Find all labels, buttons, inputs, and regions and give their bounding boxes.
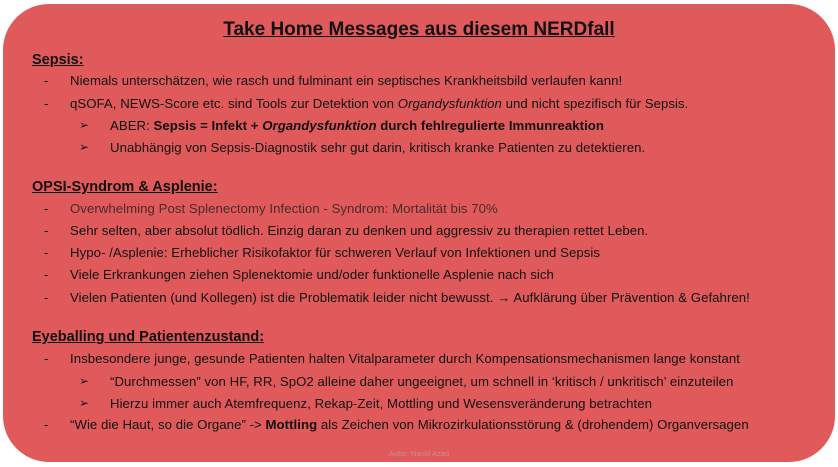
eyeballing-item-1: Insbesondere junge, gesunde Patienten halten Vitalparameter durch Kompensationsmechanismen lange konstant: [70, 351, 740, 366]
arrow-bullet-icon: ➢: [79, 396, 90, 410]
bullet-dash: -: [44, 73, 49, 88]
eyeballing-sub-item-2: Hierzu immer auch Atemfrequenz, Rekap-Zeit, Mottling und Wesensveränderung betrachten: [110, 396, 653, 411]
bullet-dash: -: [44, 290, 49, 305]
bullet-dash: -: [44, 417, 49, 432]
bullet-dash: -: [44, 201, 49, 216]
section-heading-eyeballing: Eyeballing und Patientenzustand:: [32, 329, 265, 345]
arrow-bullet-icon: ➢: [79, 118, 90, 132]
author-credit: Autor: Navid Azad: [388, 449, 450, 458]
sepsis-sub-item-2: Unabhängig von Sepsis-Diagnostik sehr gut darin, kritisch kranke Patienten zu detektieren.: [110, 140, 646, 155]
sepsis-item-1: Niemals unterschätzen, wie rasch und fulminant ein septisches Krankheitsbild verlaufen kann!: [70, 73, 623, 88]
section-heading-opsi: OPSI-Syndrom & Asplenie:: [32, 179, 218, 195]
opsi-item-3: Hypo- /Asplenie: Erheblicher Risikofaktor für schweren Verlauf von Infektionen und Sepsis: [70, 245, 601, 260]
message-card: [3, 4, 835, 462]
arrow-bullet-icon: ➢: [79, 140, 90, 154]
opsi-item-2: Sehr selten, aber absolut tödlich. Einzig daran zu denken und aggressiv zu therapien rettet Leben.: [70, 223, 649, 238]
bullet-dash: -: [44, 96, 49, 111]
sepsis-sub-item-1: ABER: Sepsis = Infekt + Organdysfunktion durch fehlregulierte Immunreaktion: [110, 118, 605, 133]
opsi-item-4: Viele Erkrankungen ziehen Splenektomie und/oder funktionelle Asplenie nach sich: [70, 267, 554, 282]
opsi-item-5: Vielen Patienten (und Kollegen) ist die Problematik leider nicht bewusst. → Aufklärung über Prävention & Gefahren!: [70, 290, 750, 305]
opsi-item-1: Overwhelming Post Splenectomy Infection - Syndrom: Mortalität bis 70%: [70, 201, 498, 216]
bullet-dash: -: [44, 267, 49, 282]
section-heading-sepsis: Sepsis:: [32, 52, 84, 68]
bullet-dash: -: [44, 245, 49, 260]
arrow-bullet-icon: ➢: [79, 374, 90, 388]
eyeballing-sub-item-1: “Durchmessen” von HF, RR, SpO2 alleine daher ungeeignet, um schnell in ‘kritisch / unkritisch’ einzuteilen: [110, 374, 734, 389]
page-title: Take Home Messages aus diesem NERDfall: [223, 19, 615, 40]
bullet-dash: -: [44, 223, 49, 238]
eyeballing-item-2: “Wie die Haut, so die Organe” -> Mottling als Zeichen von Mikrozirkulationsstörung & (drohendem) Organversagen: [70, 417, 749, 432]
sepsis-item-2: qSOFA, NEWS-Score etc. sind Tools zur Detektion von Organdysfunktion und nicht spezifisch für Sepsis.: [70, 96, 689, 111]
bullet-dash: -: [44, 351, 49, 366]
